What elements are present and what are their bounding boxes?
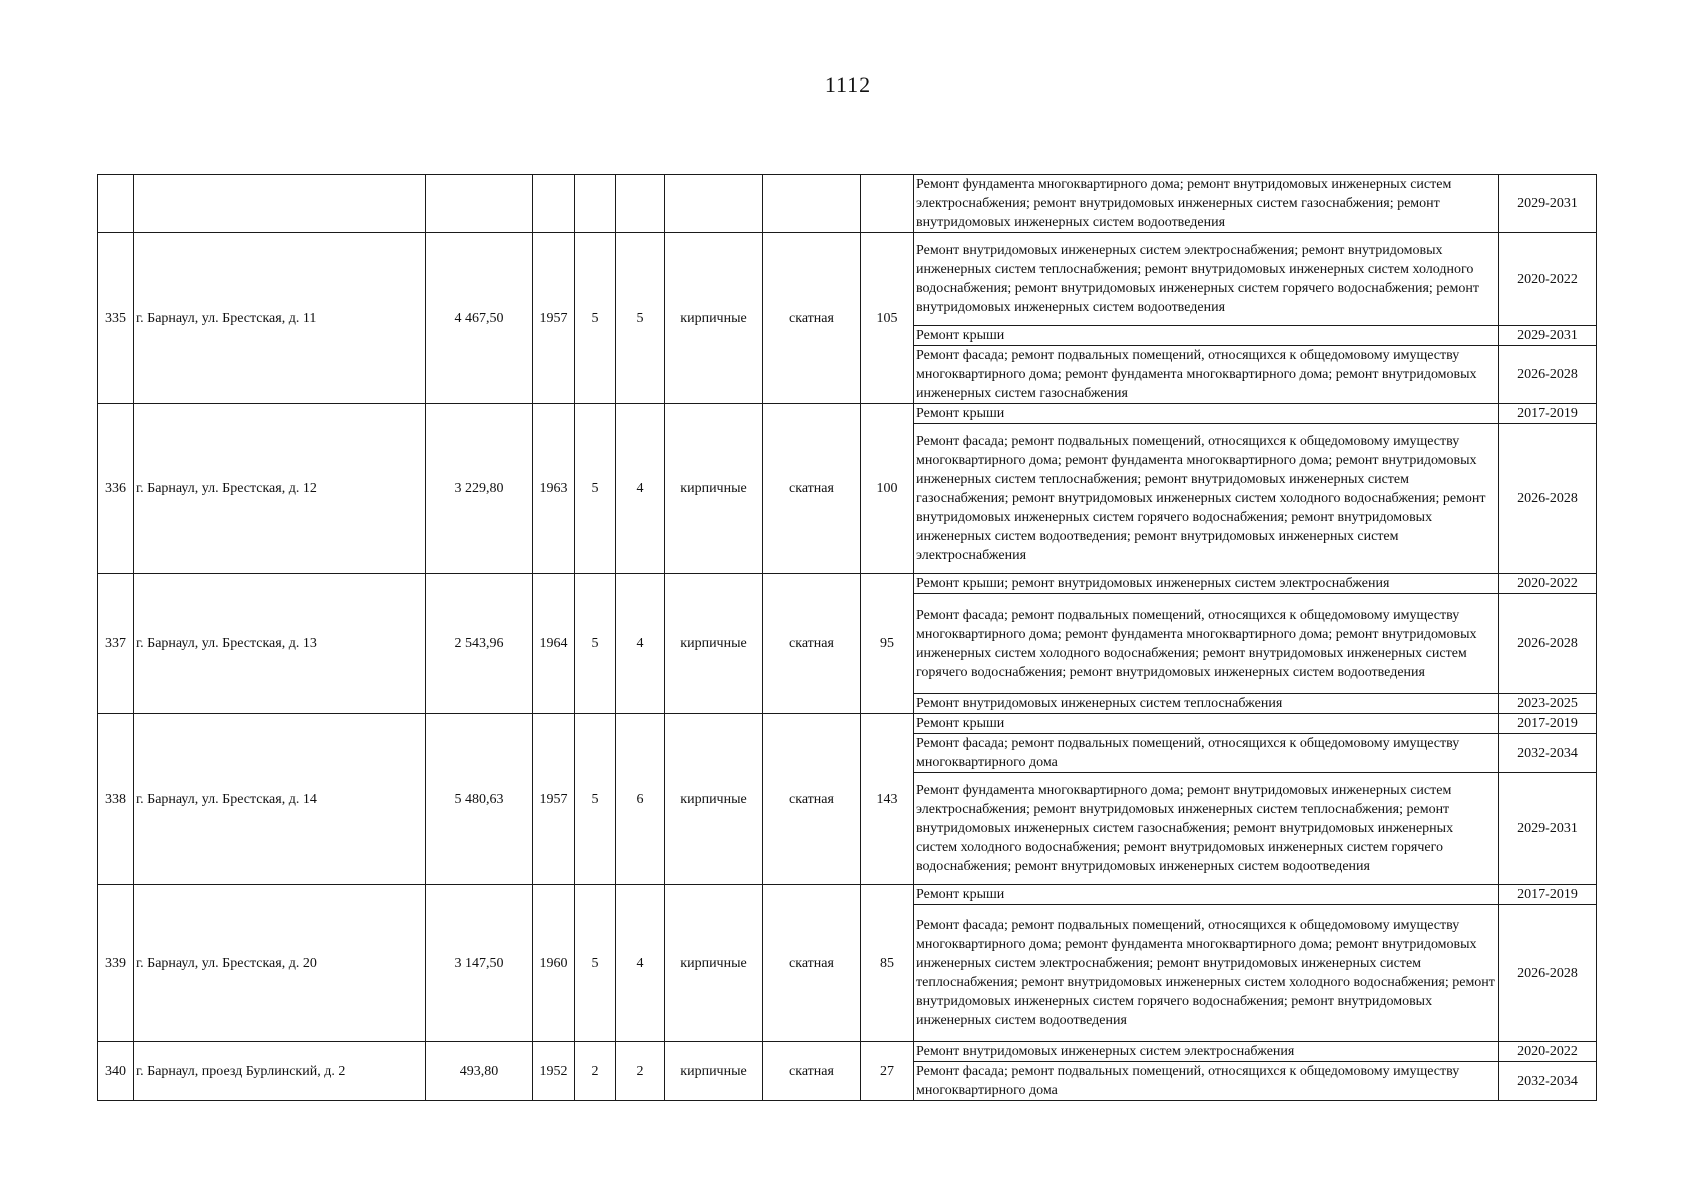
capital-repair-table — [97, 174, 1597, 1101]
address-cell — [134, 175, 426, 233]
residents-count-cell: 100 — [861, 404, 914, 574]
roof-type-cell: скатная — [763, 404, 861, 574]
total-area-cell: 4 467,50 — [426, 233, 533, 404]
row-number-cell — [98, 175, 134, 233]
entrances-cell: 4 — [616, 404, 665, 574]
work-description-cell: Ремонт фасада; ремонт подвальных помещений, относящихся к общедомовому имуществу многоквартирного дома; ремонт фундамента многоквартирного дома; ремонт внутридомовых инженерных систем электроснабжения; ремонт внутридомовых инженерных систем теплоснабжения; ремонт внутридомовых инженерных систем холодного водоснабжения; ремонт внутридомовых инженерных систем горячего водоснабжения; ремонт внутридомовых инженерных систем водоотведения — [914, 905, 1499, 1042]
table-row — [98, 233, 1597, 326]
work-period-cell: 2017-2019 — [1499, 404, 1597, 424]
roof-type-cell: скатная — [763, 885, 861, 1042]
work-period-cell: 2026-2028 — [1499, 424, 1597, 574]
wall-material-cell: кирпичные — [665, 404, 763, 574]
entrances-cell — [616, 175, 665, 233]
roof-type-cell: скатная — [763, 574, 861, 714]
build-year-cell: 1957 — [533, 714, 575, 885]
residents-count-cell: 27 — [861, 1042, 914, 1101]
work-description-cell: Ремонт фундамента многоквартирного дома; ремонт внутридомовых инженерных систем электроснабжения; ремонт внутридомовых инженерных систем теплоснабжения; ремонт внутридомовых инженерных систем газоснабжения; ремонт внутридомовых инженерных систем холодного водоснабжения; ремонт внутридомовых инженерных систем горячего водоснабжения; ремонт внутридомовых инженерных систем водоотведения — [914, 773, 1499, 885]
row-number-cell: 338 — [98, 714, 134, 885]
work-period-cell: 2020-2022 — [1499, 233, 1597, 326]
row-number-cell: 336 — [98, 404, 134, 574]
wall-material-cell: кирпичные — [665, 714, 763, 885]
work-description-cell: Ремонт крыши — [914, 404, 1499, 424]
work-period-cell: 2032-2034 — [1499, 1062, 1597, 1101]
total-area-cell: 493,80 — [426, 1042, 533, 1101]
work-period-cell: 2023-2025 — [1499, 694, 1597, 714]
total-area-cell — [426, 175, 533, 233]
table-row — [98, 1042, 1597, 1062]
residents-count-cell: 95 — [861, 574, 914, 714]
build-year-cell — [533, 175, 575, 233]
row-number-cell: 335 — [98, 233, 134, 404]
work-period-cell: 2017-2019 — [1499, 714, 1597, 734]
work-period-cell: 2029-2031 — [1499, 326, 1597, 346]
entrances-cell: 4 — [616, 885, 665, 1042]
address-cell: г. Барнаул, ул. Брестская, д. 20 — [134, 885, 426, 1042]
work-description-cell: Ремонт внутридомовых инженерных систем электроснабжения; ремонт внутридомовых инженерных систем теплоснабжения; ремонт внутридомовых инженерных систем холодного водоснабжения; ремонт внутридомовых инженерных систем горячего водоснабжения; ремонт внутридомовых инженерных систем водоотведения — [914, 233, 1499, 326]
row-number-cell: 339 — [98, 885, 134, 1042]
residents-count-cell: 105 — [861, 233, 914, 404]
roof-type-cell: скатная — [763, 233, 861, 404]
table-row — [98, 714, 1597, 734]
work-period-cell: 2026-2028 — [1499, 594, 1597, 694]
floors-cell: 5 — [575, 233, 616, 404]
work-period-cell: 2026-2028 — [1499, 346, 1597, 404]
address-cell: г. Барнаул, ул. Брестская, д. 12 — [134, 404, 426, 574]
build-year-cell: 1964 — [533, 574, 575, 714]
build-year-cell: 1952 — [533, 1042, 575, 1101]
address-cell: г. Барнаул, ул. Брестская, д. 11 — [134, 233, 426, 404]
wall-material-cell: кирпичные — [665, 574, 763, 714]
work-period-cell: 2032-2034 — [1499, 734, 1597, 773]
entrances-cell: 6 — [616, 714, 665, 885]
work-description-cell: Ремонт фасада; ремонт подвальных помещений, относящихся к общедомовому имуществу многоквартирного дома — [914, 1062, 1499, 1101]
residents-count-cell — [861, 175, 914, 233]
total-area-cell: 3 229,80 — [426, 404, 533, 574]
work-period-cell: 2020-2022 — [1499, 1042, 1597, 1062]
table-row — [98, 885, 1597, 905]
work-period-cell: 2029-2031 — [1499, 773, 1597, 885]
work-description-cell: Ремонт крыши — [914, 714, 1499, 734]
wall-material-cell — [665, 175, 763, 233]
roof-type-cell — [763, 175, 861, 233]
work-description-cell: Ремонт фасада; ремонт подвальных помещений, относящихся к общедомовому имуществу многоквартирного дома; ремонт фундамента многоквартирного дома; ремонт внутридомовых инженерных систем холодного водоснабжения; ремонт внутридомовых инженерных систем горячего водоснабжения; ремонт внутридомовых инженерных систем водоотведения — [914, 594, 1499, 694]
address-cell: г. Барнаул, ул. Брестская, д. 13 — [134, 574, 426, 714]
row-number-cell: 340 — [98, 1042, 134, 1101]
build-year-cell: 1963 — [533, 404, 575, 574]
roof-type-cell: скатная — [763, 714, 861, 885]
floors-cell: 2 — [575, 1042, 616, 1101]
wall-material-cell: кирпичные — [665, 233, 763, 404]
work-period-cell: 2029-2031 — [1499, 175, 1597, 233]
floors-cell: 5 — [575, 404, 616, 574]
work-description-cell: Ремонт фасада; ремонт подвальных помещений, относящихся к общедомовому имуществу многоквартирного дома — [914, 734, 1499, 773]
wall-material-cell: кирпичные — [665, 885, 763, 1042]
floors-cell — [575, 175, 616, 233]
work-description-cell: Ремонт фасада; ремонт подвальных помещений, относящихся к общедомовому имуществу многоквартирного дома; ремонт фундамента многоквартирного дома; ремонт внутридомовых инженерных систем газоснабжения — [914, 346, 1499, 404]
total-area-cell: 5 480,63 — [426, 714, 533, 885]
work-description-cell: Ремонт крыши — [914, 326, 1499, 346]
work-description-cell: Ремонт крыши; ремонт внутридомовых инженерных систем электроснабжения — [914, 574, 1499, 594]
work-period-cell: 2020-2022 — [1499, 574, 1597, 594]
work-description-cell: Ремонт внутридомовых инженерных систем электроснабжения — [914, 1042, 1499, 1062]
total-area-cell: 3 147,50 — [426, 885, 533, 1042]
row-number-cell: 337 — [98, 574, 134, 714]
table-row — [98, 404, 1597, 424]
work-period-cell: 2026-2028 — [1499, 905, 1597, 1042]
build-year-cell: 1960 — [533, 885, 575, 1042]
address-cell: г. Барнаул, ул. Брестская, д. 14 — [134, 714, 426, 885]
work-description-cell: Ремонт крыши — [914, 885, 1499, 905]
floors-cell: 5 — [575, 574, 616, 714]
build-year-cell: 1957 — [533, 233, 575, 404]
entrances-cell: 2 — [616, 1042, 665, 1101]
residents-count-cell: 143 — [861, 714, 914, 885]
floors-cell: 5 — [575, 714, 616, 885]
work-description-cell: Ремонт фундамента многоквартирного дома; ремонт внутридомовых инженерных систем электроснабжения; ремонт внутридомовых инженерных систем газоснабжения; ремонт внутридомовых инженерных систем водоотведения — [914, 175, 1499, 233]
table-row — [98, 175, 1597, 233]
page-number: 1112 — [824, 72, 872, 97]
work-description-cell: Ремонт внутридомовых инженерных систем теплоснабжения — [914, 694, 1499, 714]
wall-material-cell: кирпичные — [665, 1042, 763, 1101]
address-cell: г. Барнаул, проезд Бурлинский, д. 2 — [134, 1042, 426, 1101]
work-period-cell: 2017-2019 — [1499, 885, 1597, 905]
work-description-cell: Ремонт фасада; ремонт подвальных помещений, относящихся к общедомовому имуществу многоквартирного дома; ремонт фундамента многоквартирного дома; ремонт внутридомовых инженерных систем теплоснабжения; ремонт внутридомовых инженерных систем газоснабжения; ремонт внутридомовых инженерных систем холодного водоснабжения; ремонт внутридомовых инженерных систем горячего водоснабжения; ремонт внутридомовых инженерных систем водоотведения; ремонт внутридомовых инженерных систем электроснабжения — [914, 424, 1499, 574]
roof-type-cell: скатная — [763, 1042, 861, 1101]
table-body — [98, 175, 1597, 1101]
entrances-cell: 4 — [616, 574, 665, 714]
total-area-cell: 2 543,96 — [426, 574, 533, 714]
residents-count-cell: 85 — [861, 885, 914, 1042]
table-row — [98, 574, 1597, 594]
entrances-cell: 5 — [616, 233, 665, 404]
floors-cell: 5 — [575, 885, 616, 1042]
